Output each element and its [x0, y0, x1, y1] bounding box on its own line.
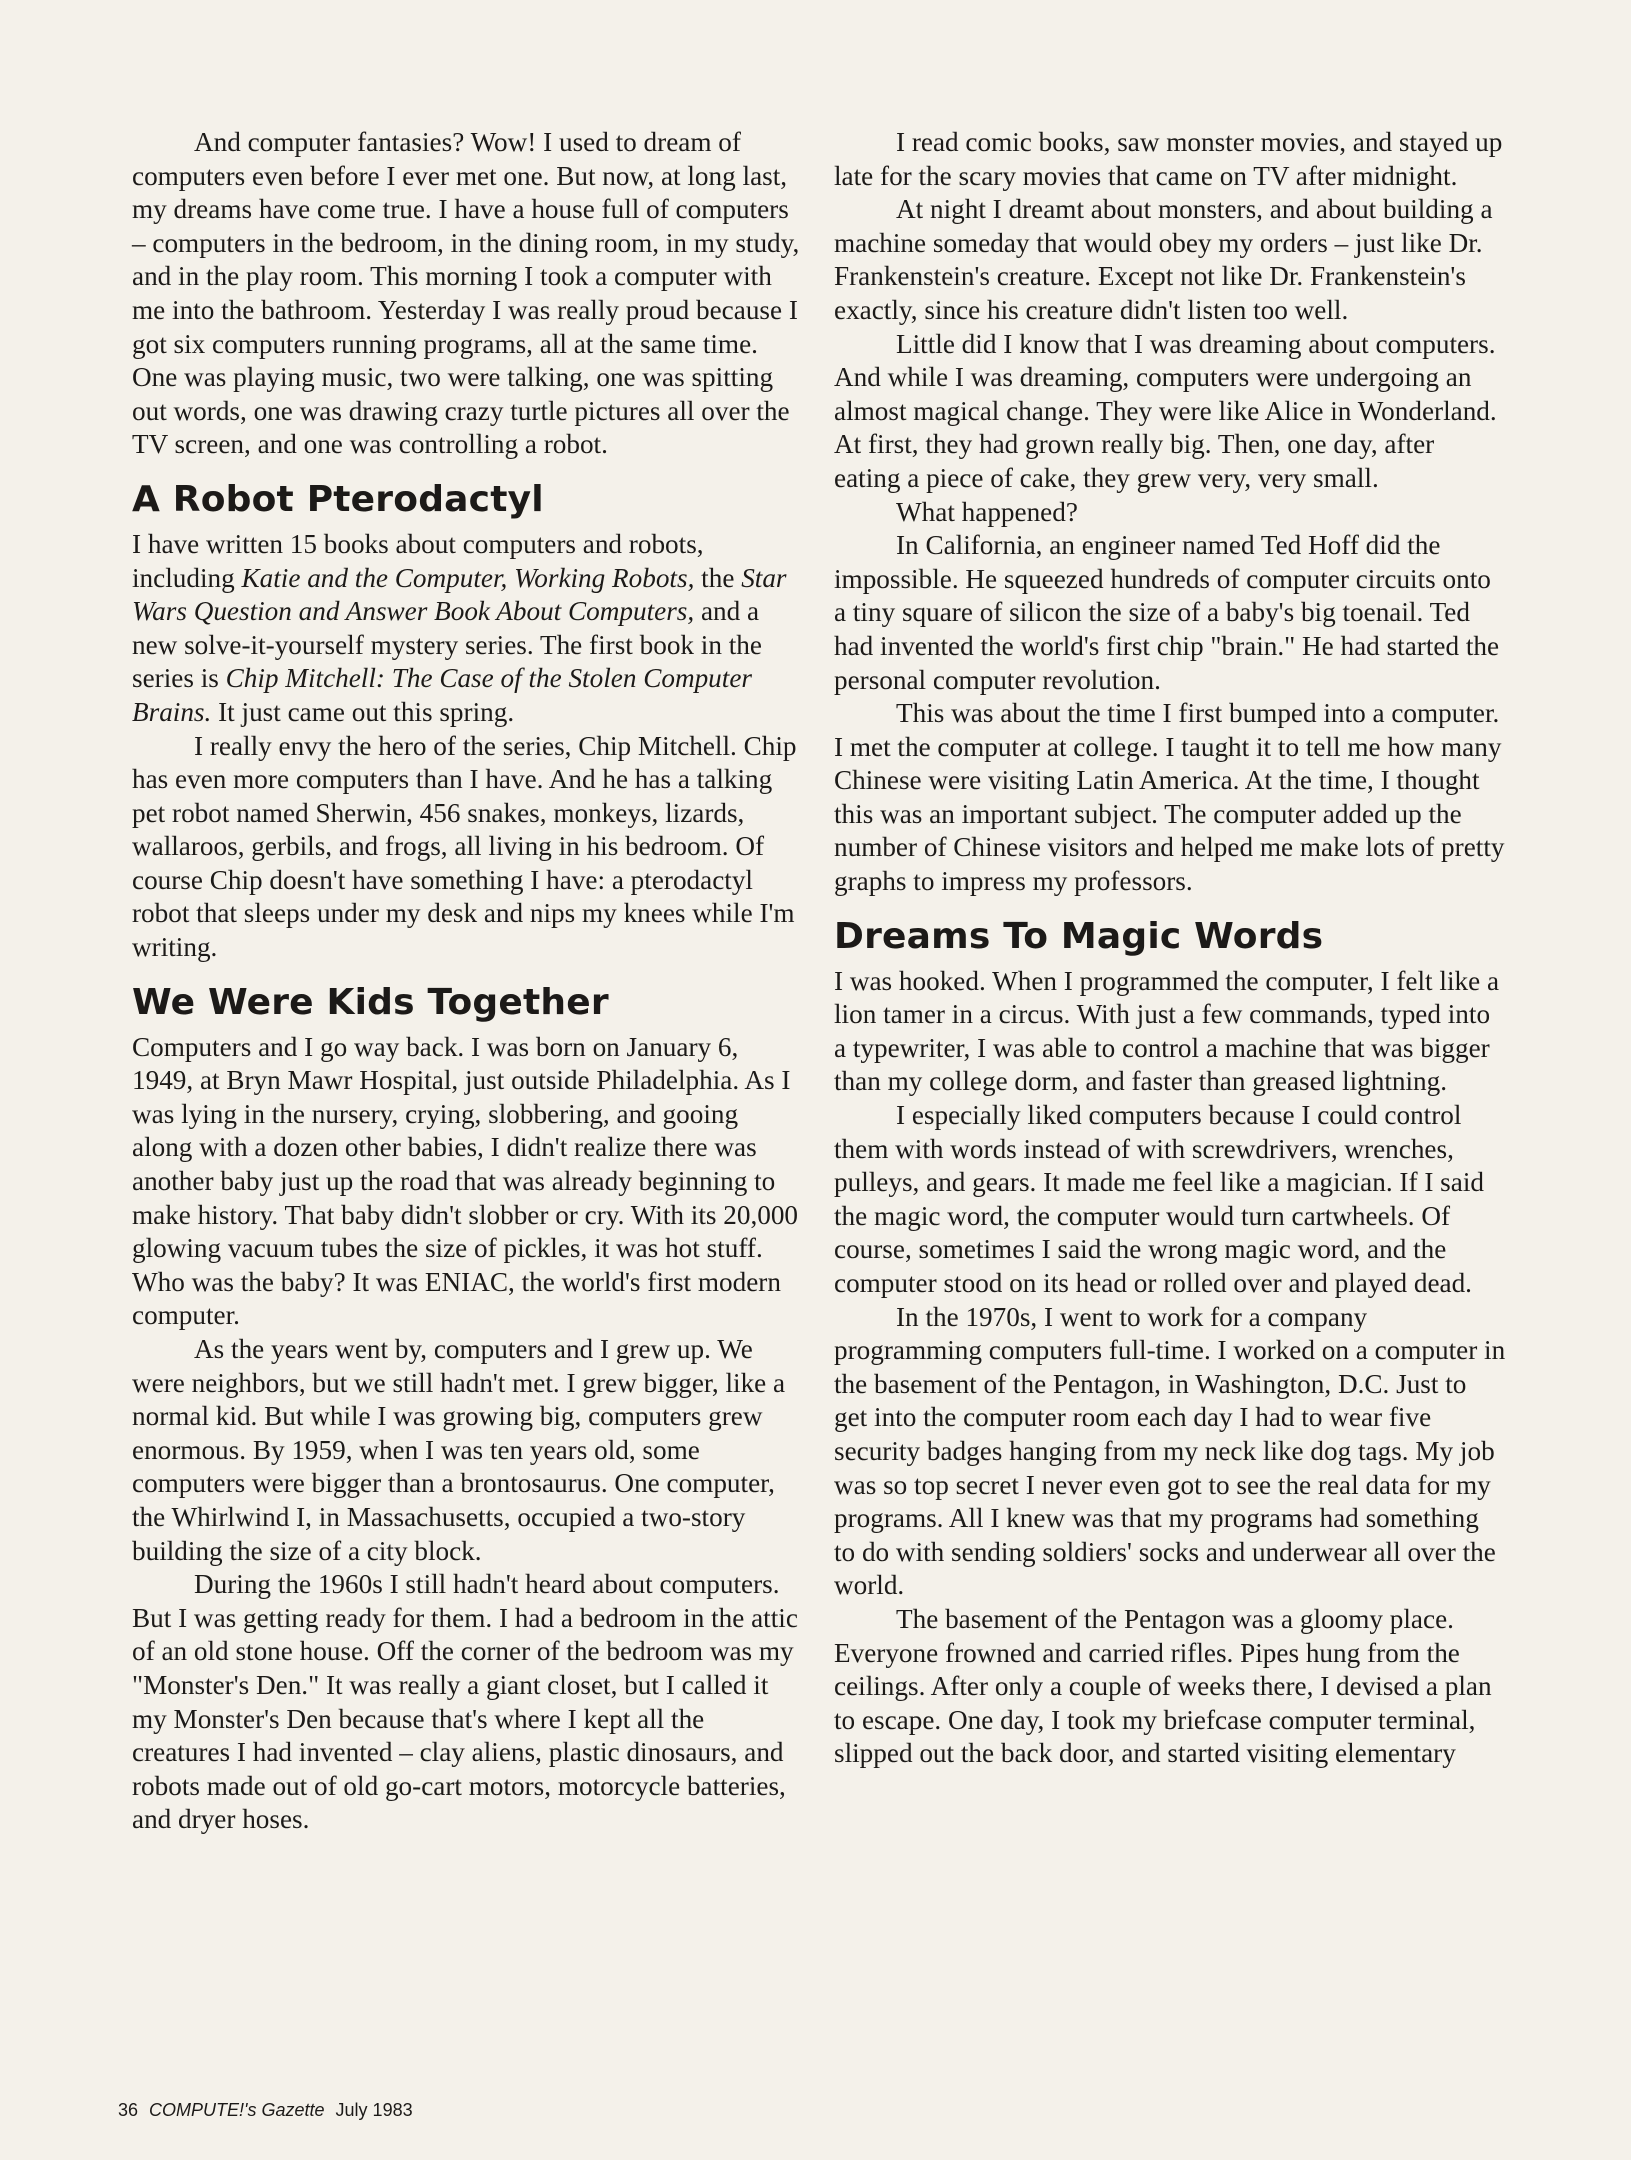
magazine-name: COMPUTE!'s Gazette [149, 2100, 325, 2120]
paragraph: This was about the time I first bumped into a computer. I met the computer at college. I taught it to tell me how many Chinese were visiting Latin America. At the time, I thought this was an important subject. The computer added up the number of Chinese visitors and helped me make lots of pretty graphs to impress my professors. [834, 698, 1505, 897]
book-title: Star Wars Question and Answer Book About Computers, [132, 562, 787, 627]
section-heading: A Robot Pterodactyl [132, 478, 544, 520]
paragraph: I was hooked. When I programmed the computer, I felt like a lion tamer in a circus. With just a few commands, typed into a typewriter, I was able to control a machine that was bigger than my college dorm, and faster than greased lightning. [834, 965, 1500, 1097]
book-title: Katie and the Computer, Working Robots, [241, 562, 695, 593]
issue-date: July 1983 [335, 2100, 413, 2120]
paragraph: And computer fantasies? Wow! I used to dream of computers even before I ever met one. But now, at long last, my dreams have come true. I have a house full of computers – computers in the bedroom, in the dining room, in my study, and in the play room. This morning I took a computer with me into the bathroom. Yesterday I was really proud because I got six computers running programs, all at the same time. One was playing music, two were talking, one was spitting out words, one was drawing crazy turtle pictures all over the TV screen, and one was controlling a robot. [132, 127, 800, 460]
paragraph: In California, an engineer named Ted Hoff did the impossible. He squeezed hundreds of computer circuits onto a tiny square of silicon the size of a baby's big toenail. Ted had invented the world's first chip "brain." He had started the personal computer revolution. [834, 530, 1500, 695]
page-footer [118, 2100, 419, 2121]
paragraph: At night I dreamt about monsters, and about building a machine someday that would obey my orders – just like Dr. Frankenstein's creature. Except not like Dr. Frankenstein's exactly, since his creature didn't listen too well. [834, 194, 1493, 325]
paragraph: Computers and I go way back. I was born on January 6, 1949, at Bryn Mawr Hospital, just outside Philadelphia. As I was lying in the nursery, crying, slobbering, and gooing along with a dozen other babies, I didn't realize there was another baby just up the road that was already beginning to make history. That baby didn't slobber or cry. With its 20,000 glowing vacuum tubes the size of pickles, it was hot stuff. Who was the baby? It was ENIAC, the world's first modern computer. [132, 1031, 799, 1331]
paragraph: The basement of the Pentagon was a gloomy place. Everyone frowned and carried rifles. Pipes hung from the ceilings. After only a couple of weeks there, I devised a plan to escape. One day, I took my briefcase computer terminal, slipped out the back door, and started visiting elementary [834, 1603, 1492, 1769]
section-heading: We Were Kids Together [132, 981, 609, 1023]
left-column [132, 126, 804, 1837]
page-number: 36 [118, 2100, 139, 2120]
paragraph: Little did I know that I was dreaming about computers. And while I was dreaming, computers were undergoing an almost magical change. They were like Alice in Wonderland. At first, they had grown really big. Then, one day, after eating a piece of cake, they grew very, very small. [834, 328, 1497, 493]
paragraph: I especially liked computers because I could control them with words instead of with screwdrivers, wrenches, pulleys, and gears. It made me feel like a magician. If I said the magic word, the computer would turn cartwheels. Of course, sometimes I said the wrong magic word, and the computer stood on its head or rolled over and played dead. [834, 1100, 1484, 1298]
right-column [834, 126, 1506, 1771]
paragraph: During the 1960s I still hadn't heard about computers. But I was getting ready for them. I had a bedroom in the attic of an old stone house. Off the corner of the bedroom was my "Monster's Den." It was really a giant closet, but I called it my Monster's Den because that's where I kept all the creatures I had invented – clay aliens, plastic dinosaurs, and robots made out of old go-cart motors, motorcycle batteries, and dryer hoses. [132, 1569, 798, 1835]
book-title: Chip Mitchell: The Case of the Stolen Computer Brains. [132, 663, 752, 727]
paragraph: In the 1970s, I went to work for a company programming computers full-time. I worked on a computer in the basement of the Pentagon, in Washington, D.C. Just to get into the computer room each day I had to wear five security badges hanging from my neck like dog tags. My job was so top secret I never even got to see the real data for my programs. All I knew was that my programs had something to do with sending soldiers' socks and underwear all over the world. [834, 1301, 1506, 1601]
section-heading: Dreams To Magic Words [834, 915, 1324, 957]
paragraph: As the years went by, computers and I grew up. We were neighbors, but we still hadn't met. I grew bigger, like a normal kid. But while I was growing big, computers grew enormous. By 1959, when I was ten years old, some computers were bigger than a brontosaurus. One computer, the Whirlwind I, in Massachusetts, occupied a two-story building the size of a city block. [132, 1334, 786, 1566]
paragraph: I have written 15 books about computers and robots, including Katie and the Computer, Working Robots, the Star Wars Question and Answer Book About Computers, and a new solve-it-yourself mystery series. The first book in the series is Chip Mitchell: The Case of the Stolen Computer Brains. It just came out this spring. [132, 528, 787, 727]
paragraph: I really envy the hero of the series, Chip Mitchell. Chip has even more computers than I have. And he has a talking pet robot named Sherwin, 456 snakes, monkeys, lizards, wallaroos, gerbils, and frogs, all living in his bedroom. Of course Chip doesn't have something I have: a pterodactyl robot that sleeps under my desk and nips my knees while I'm writing. [132, 730, 797, 963]
paragraph: I read comic books, saw monster movies, and stayed up late for the scary movies that came on TV after midnight. [834, 127, 1503, 191]
paragraph: What happened? [896, 496, 1078, 527]
